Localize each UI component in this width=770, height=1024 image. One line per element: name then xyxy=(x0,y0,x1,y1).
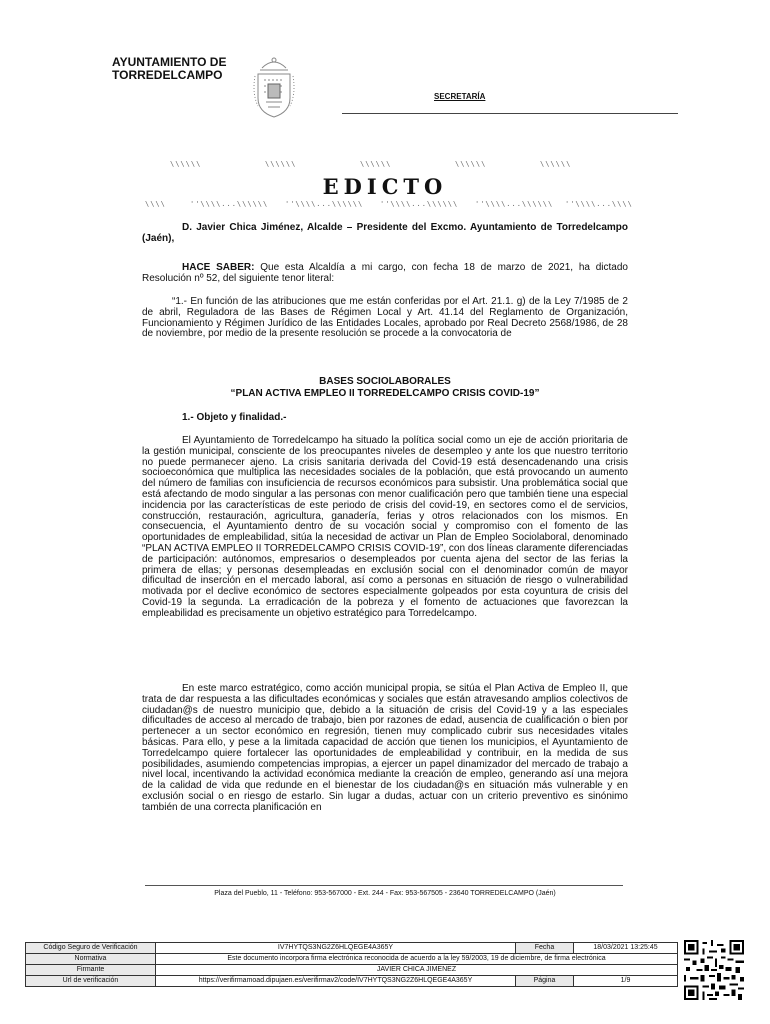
ornament: ''\\\\...\\\\ xyxy=(565,200,633,208)
url-label: Url de verificación xyxy=(26,976,156,987)
department-label: SECRETARÍA xyxy=(434,92,486,101)
ornament: \\\\\\ xyxy=(455,160,487,168)
ornament: \\\\ xyxy=(145,200,166,208)
ornament: ''\\\\...\\\\\\ xyxy=(380,200,459,208)
csv-value: IV7HYTQS3NG2Z6HLQEGE4A365Y xyxy=(156,943,516,954)
municipality-line-1: AYUNTAMIENTO DE xyxy=(112,55,227,69)
table-row xyxy=(26,965,678,976)
verification-table xyxy=(25,942,678,987)
ornament: \\\\\\ xyxy=(265,160,297,168)
coat-of-arms-icon xyxy=(252,54,296,120)
bases-title-1: BASES SOCIOLABORALES xyxy=(319,376,451,387)
mayor-intro: D. Javier Chica Jiménez, Alcalde – Presidente del Excmo. Ayuntamiento de Torredelcampo (Jaén), xyxy=(142,222,628,244)
table-row xyxy=(26,954,678,965)
fecha-label: Fecha xyxy=(516,943,574,954)
ornament-row-top xyxy=(140,160,630,168)
hace-saber-label: HACE SABER: xyxy=(182,262,255,273)
resolution-paragraph: “1.- En función de las atribuciones que me están conferidas por el Art. 21.1. g) de la Ley 7/1985 de 2 de abril, Reguladora de las Bases de Régimen Local y Art. 41.14 del Reglamento de Organización, Funcionamiento y Régimen Jurídico de las Entidades Locales, aprobado por Real Decreto 2568/1986, de 28 de noviembre, por medio de la presente resolución se procede a la convocatoria de xyxy=(142,296,628,340)
table-row xyxy=(26,943,678,954)
url-link[interactable]: https://verifirmamoad.dipujaen.es/verifirmav2/code/IV7HYTQS3NG2Z6HLQEGE4A365Y xyxy=(156,976,516,987)
ornament: ''\\\\...\\\\\\ xyxy=(190,200,269,208)
ornament: \\\\\\ xyxy=(360,160,392,168)
body-paragraph-1: El Ayuntamiento de Torredelcampo ha situado la política social como un eje de acción prioritaria de la gestión municipal, consciente de los preocupantes niveles de desempleo y ante los que nuestro territorio no puede permanecer ajeno. La crisis sanitaria derivada del Covid-19 está desencadenando una crisis socioeconómica que multiplica las necesidades sociales de la población, que está provocando un aumento del número de familias con insuficiencia de recursos económicos para subsistir. Una problemática social que está afectando de modo singular a las personas con menor cualificación pero que también tiene una especial incidencia por las características de este periodo de crisis del covid-19, en sectores como el de servicios, construcción, restauración, agricultura, ganadería, ferias y otros relacionados con los mismos. En consecuencia, el Ayuntamiento dentro de su vocación social y compromiso con el fomento de las oportunidades de empleabilidad, sitúa la necesidad de activar un Plan de Empleo Sociolaboral, denominado “PLAN ACTIVA EMPLEO II TORREDELCAMPO CRISIS COVID-19”, con dos líneas claramente diferenciadas de participación: autónomos, empresarios o desempleados por cuenta ajena del sector de las ferias la primera de ellas; y personas desempleadas en exclusión social con el denominador común de mayor dificultad de inserción en el mercado laboral, así como a personas en situación de riesgo o vulnerabilidad motivada por el declive económico de sectores especialmente golpeados por esta coyuntura de crisis del Covid-19 la segunda. La erradicación de la pobreza y el fomento de actuaciones que favorezcan la empleabilidad es precisamente un objetivo estratégico para Torredelcampo. xyxy=(142,435,628,619)
municipality-line-2: TORREDELCAMPO xyxy=(112,68,223,82)
firmante-label: Firmante xyxy=(26,965,156,976)
municipality-name xyxy=(112,56,226,82)
ornament: \\\\\\ xyxy=(540,160,572,168)
pagina-value: 1/9 xyxy=(574,976,678,987)
csv-label: Código Seguro de Verificación xyxy=(26,943,156,954)
ornament: ''\\\\...\\\\\\ xyxy=(285,200,364,208)
normativa-label: Normativa xyxy=(26,954,156,965)
ornament-row-bottom xyxy=(140,200,633,208)
firmante-value: JAVIER CHICA JIMENEZ xyxy=(156,965,678,976)
bases-title-2: “PLAN ACTIVA EMPLEO II TORREDELCAMPO CRISIS COVID-19” xyxy=(230,388,540,399)
footer-divider xyxy=(145,885,623,886)
header-divider xyxy=(342,113,678,114)
fecha-value: 18/03/2021 13:25:45 xyxy=(574,943,678,954)
document-title: EDICTO xyxy=(322,174,448,199)
section-heading: 1.- Objeto y finalidad.- xyxy=(182,412,287,423)
ornament: ''\\\\...\\\\\\ xyxy=(475,200,554,208)
hace-saber-text: Que esta Alcaldía a mi cargo, con fecha 18 de marzo de 2021, ha dictado Resolución nº 52, del siguiente tenor literal: xyxy=(142,262,628,284)
ornament: \\\\\\ xyxy=(170,160,202,168)
pagina-label: Página xyxy=(516,976,574,987)
footer-address: Plaza del Pueblo, 11 - Teléfono: 953-567000 - Ext. 244 - Fax: 953-567505 - 23640 TORREDELCAMPO (Jaén) xyxy=(214,890,556,897)
normativa-value: Este documento incorpora firma electrónica reconocida de acuerdo a la ley 59/2003, 19 de diciembre, de firma electrónica xyxy=(156,954,678,965)
body-paragraph-2: En este marco estratégico, como acción municipal propia, se sitúa el Plan Activa de Empleo II, que trata de dar respuesta a las dificultades económicas y sociales que están atravesando amplios colectivos de ciudadan@s de nuestro municipio que, debido a la situación de crisis del Covid-19 y a las especiales dificultades de acceso al mercado de trabajo, bien por razones de edad, ausencia de cualificación o bien por pertenecer a un sector económico en regresión, tienen muy complicado cubrir sus necesidades vitales básicas. Para ello, y pese a la limitada capacidad de acción que tienen los municipios, el Ayuntamiento de Torredelcampo quiere fortalecer las oportunidades de empleabilidad y contribuir, en la medida de sus posibilidades, asumiendo competencias impropias, a ejercer un papel dinamizador del mercado de trabajo a nivel local, incentivando la actividad económica mediante la creación de empleo, generando así una mejora de la calidad de vida que redunde en el bienestar de los ciudadan@s en situación más vulnerable y en exclusión social o en riesgo de estarlo. Sin lugar a dudas, actuar con un criterio preventivo es sinónimo también de una correcta planificación en xyxy=(142,683,628,813)
table-row xyxy=(26,976,678,987)
hace-saber-paragraph xyxy=(142,263,628,285)
qr-code-icon xyxy=(684,940,744,1000)
